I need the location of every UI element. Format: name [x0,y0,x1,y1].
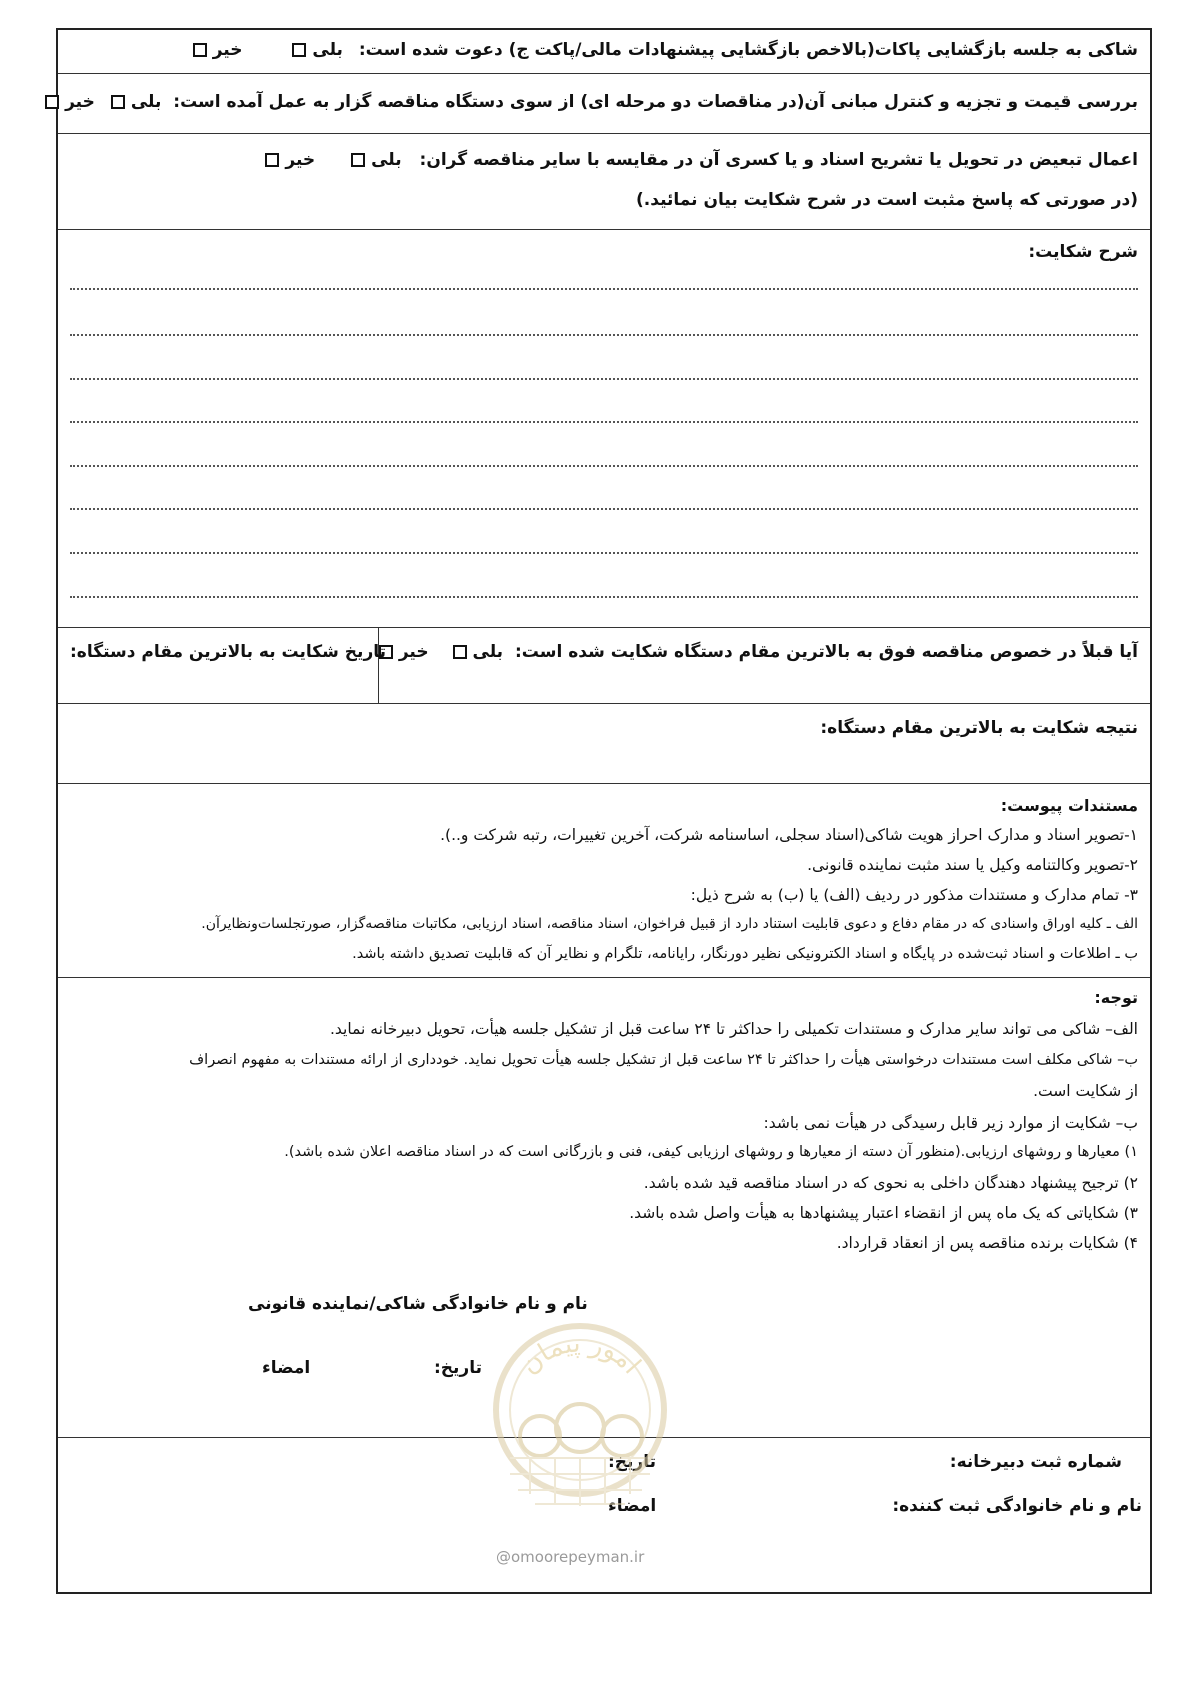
line [41,92,1138,112]
row-higher-authority-result [58,704,1150,784]
attachment-item: الف ـ کلیه اوراق واسنادی که در مقام دفاع و دعوی قابلیت استناد دارد از قبیل فراخوان، اسناد مناقصه، اسناد ارزیابی، مکاتبات مناقصه‌گزار، صورتجلسات‌ونظایرآن. [201,916,1138,932]
yes-checkbox[interactable] [351,153,365,167]
yes-label: بلی [371,150,402,170]
yes-checkbox[interactable] [111,95,125,109]
writing-line[interactable] [70,378,1138,380]
note-item: ۲) ترجیح پیشنهاد دهندگان داخلی به نحوی که در اسناد مناقصه قید شده باشد. [643,1174,1138,1192]
note-item: الف– شاکی می تواند سایر مدارک و مستندات تکمیلی را حداکثر تا ۲۴ ساعت قبل از تشکیل جلسه هیأت، تحویل دبیرخانه نماید. [329,1020,1138,1038]
no-checkbox[interactable] [45,95,59,109]
note-item: از شکایت است. [1033,1082,1138,1100]
option-yes[interactable] [288,40,343,60]
complainant-sign-label: امضاء [262,1358,311,1378]
attachment-item: ب ـ اطلاعات و اسناد ثبت‌شده در پایگاه و اسناد الکترونیکی نظیر دورنگار، رایانامه، تلگرام و نظایر آن که قابلیت تصدیق داشته باشد. [352,946,1138,962]
watermark-site: @omoorepeyman.ir [496,1548,645,1566]
row-invited-to-opening [58,30,1150,74]
option-no[interactable] [41,92,95,112]
no-checkbox[interactable] [193,43,207,57]
no-label: خیر [65,92,95,112]
writing-line[interactable] [70,508,1138,510]
writing-line[interactable] [70,552,1138,554]
attachment-item: ۲-تصویر وکالتنامه وکیل یا سند مثبت نماینده قانونی. [807,856,1138,874]
question-label: شاکی به جلسه بازگشایی پاکات(بالاخص بازگشایی پیشنهادات مالی/پاکت ج) دعوت شده است: [358,40,1138,60]
note-item: ب– شاکی مکلف است مستندات درخواستی هیأت را حداکثر تا ۲۴ ساعت قبل از تشکیل جلسه هیأت تحویل نماید. خودداری از ارائه مستندات به مفهوم انصراف [189,1052,1138,1068]
registration-number-label: شماره ثبت دبیرخانه: [949,1452,1122,1472]
attachments-section [58,784,1150,978]
note-item: ۴) شکایات برنده مناقصه پس از انعقاد قرارداد. [836,1234,1138,1252]
attachment-item: ۱-تصویر اسناد و مدارک احراز هویت شاکی(اسناد سجلی، اساسنامه شرکت، آخرین تغییرات، رتبه شرکت و..). [440,826,1138,844]
registration-date-label: تاریخ: [608,1452,656,1472]
row-discrimination [58,134,1150,230]
row-higher-authority [58,628,1150,704]
yes-checkbox[interactable] [292,43,306,57]
stamp-text: امور پیمان [514,1328,647,1381]
complainant-name-label: نام و نام خانوادگی شاکی/نماینده قانونی [248,1294,588,1314]
writing-line[interactable] [70,288,1138,290]
option-yes[interactable] [107,92,162,112]
writing-line[interactable] [70,334,1138,336]
option-yes[interactable] [449,642,504,662]
discrimination-note: (در صورتی که پاسخ مثبت است در شرح شکایت بیان نمائید.) [636,190,1138,210]
higher-authority-date-label: تاریخ شکایت به بالاترین مقام دستگاه: [70,642,386,662]
option-no[interactable] [189,40,243,60]
notes-title: توجه: [1094,988,1138,1007]
note-item: ۳) شکایاتی که یک ماه پس از انقضاء اعتبار پیشنهادها به هیأت واصل شده باشد. [629,1204,1138,1222]
question-label: بررسی قیمت و تجزیه و کنترل مبانی آن(در مناقصات دو مرحله ای) از سوی دستگاه مناقصه گزار به عمل آمده است: [173,92,1138,112]
complaint-description-section [58,230,1150,628]
writing-line[interactable] [70,421,1138,423]
yes-checkbox[interactable] [453,645,467,659]
line [189,40,1138,60]
result-label: نتیجه شکایت به بالاترین مقام دستگاه: [820,718,1138,738]
line [375,642,1138,662]
no-label: خیر [398,642,429,662]
attachments-title: مستندات پیوست: [1000,796,1138,815]
complainant-date-label: تاریخ: [434,1358,482,1378]
writing-line[interactable] [70,465,1138,467]
no-checkbox[interactable] [265,153,279,167]
complaint-label: شرح شکایت: [1028,242,1138,262]
column-divider [378,628,379,703]
watermark-stamp-icon [490,1318,670,1548]
registrar-sign-label: امضاء [608,1496,657,1516]
yes-label: بلی [472,642,504,662]
no-label: خیر [285,150,316,170]
registrar-name-label: نام و نام خانوادگی ثبت کننده: [892,1496,1142,1516]
no-label: خیر [212,40,243,60]
attachment-item: ۳- تمام مدارک و مستندات مذکور در ردیف (الف) یا (ب) به شرح ذیل: [690,886,1138,904]
row-price-review [58,74,1150,134]
question-label: اعمال تبعیض در تحویل یا تشریح اسناد و یا کسری آن در مقایسه با سایر مناقصه گران: [419,150,1138,170]
note-item: ۱) معیارها و روشهای ارزیابی.(منظور آن دسته از معیارها و روشهای ارزیابی کیفی، فنی و بازرگانی است که در اسناد مناقصه اعلان شده باشد). [284,1144,1138,1160]
writing-line[interactable] [70,596,1138,598]
yes-label: بلی [312,40,343,60]
line [261,150,1138,170]
option-yes[interactable] [347,150,402,170]
question-label: آیا قبلاً در خصوص مناقصه فوق به بالاترین مقام دستگاه شکایت شده است: [515,642,1138,662]
yes-label: بلی [130,92,162,112]
option-no[interactable] [261,150,315,170]
note-item: ب– شکایت از موارد زیر قابل رسیدگی در هیأت نمی باشد: [763,1114,1138,1132]
